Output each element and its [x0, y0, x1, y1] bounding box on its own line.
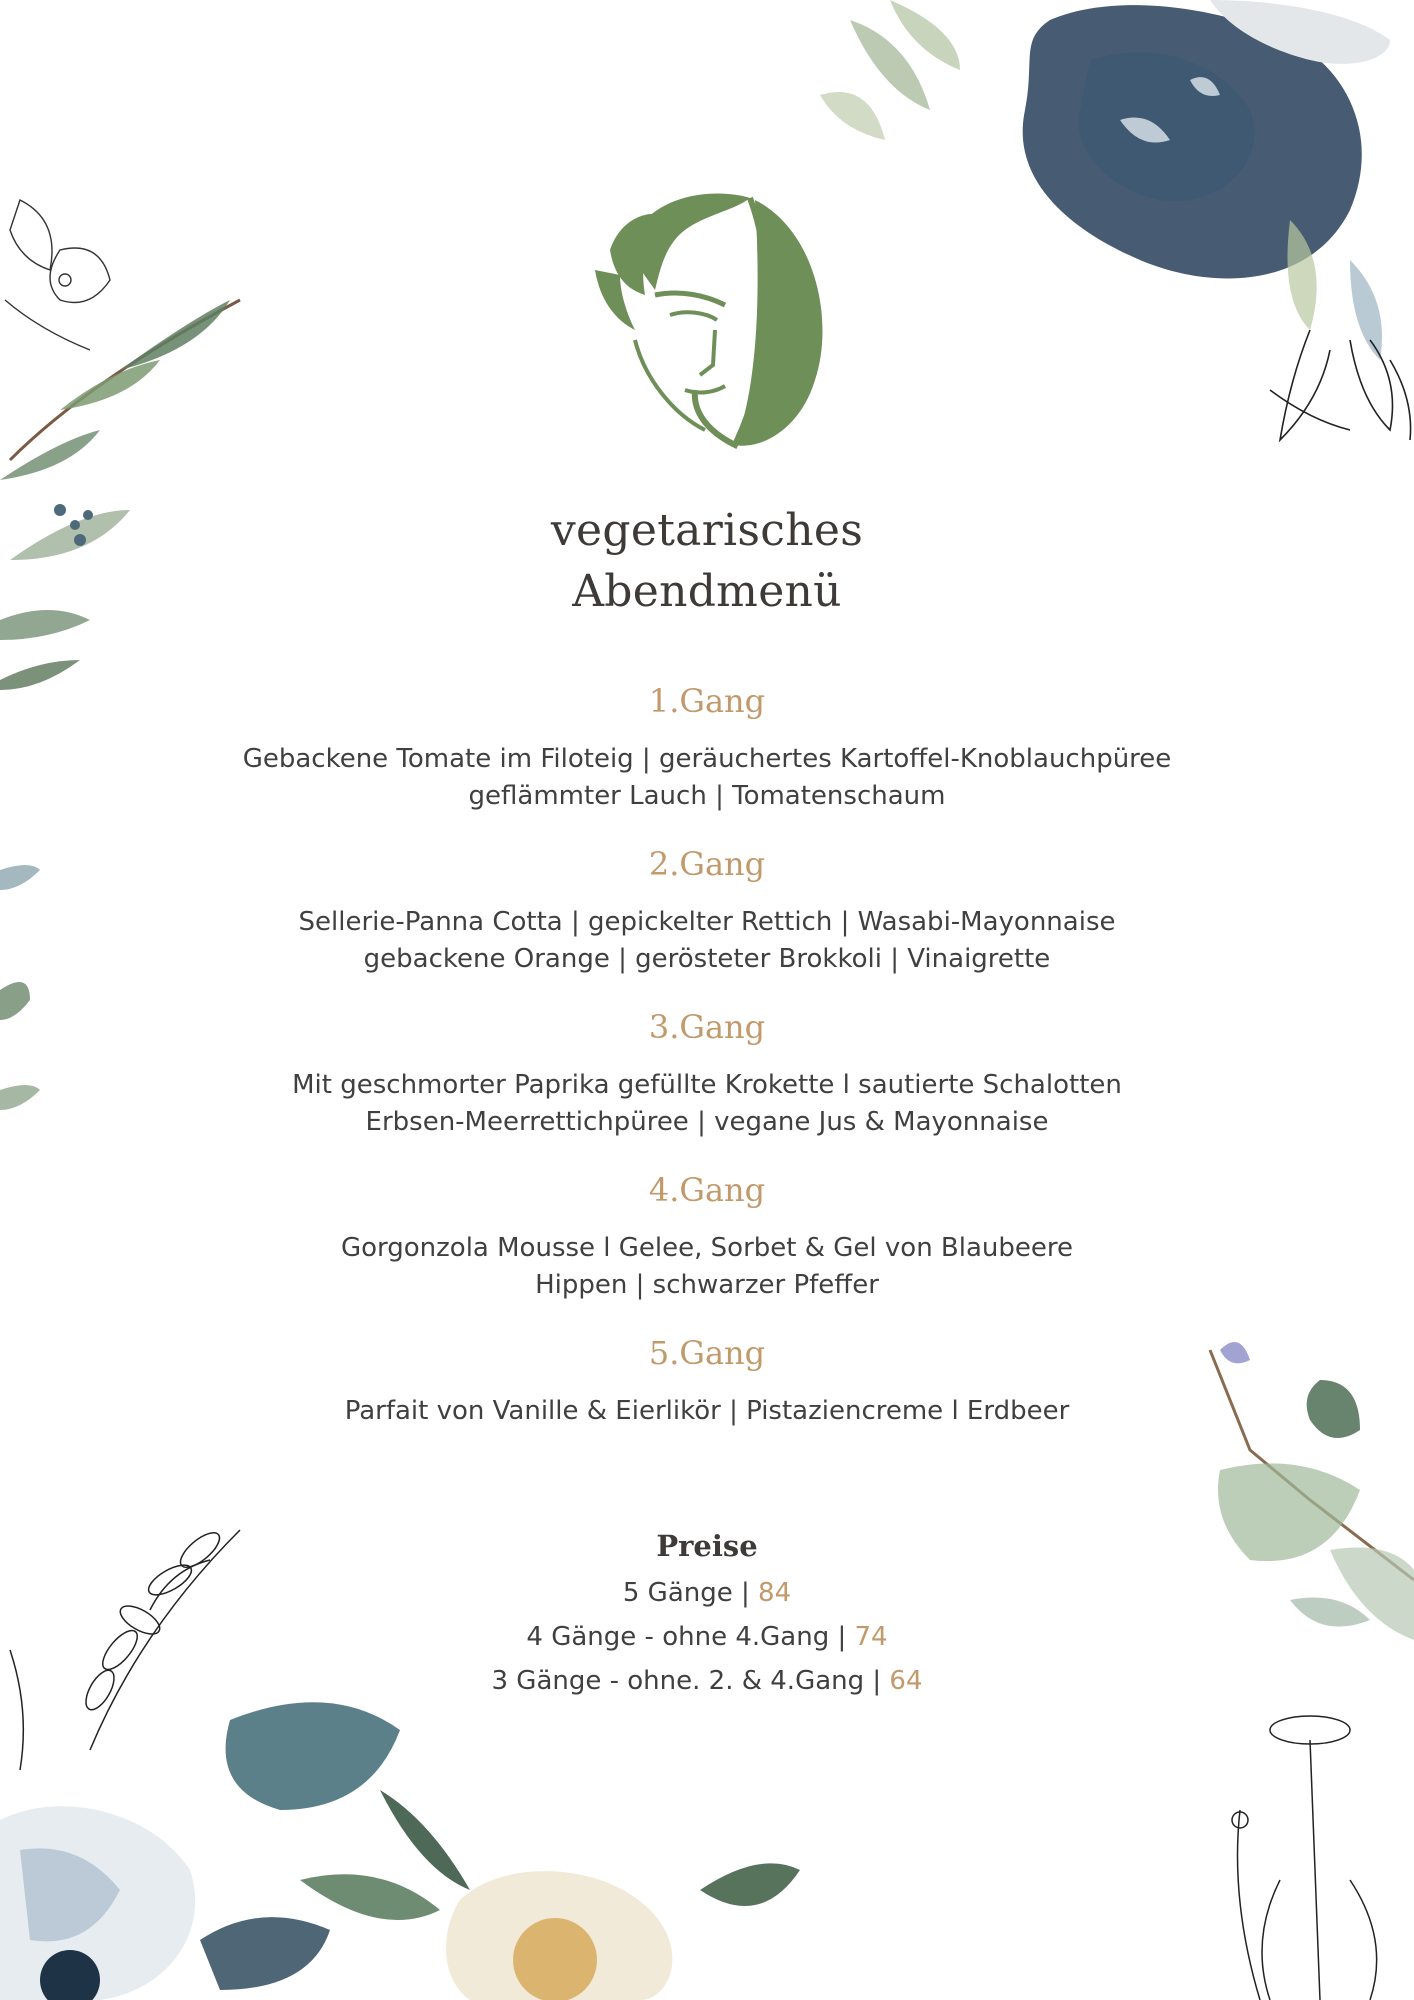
course-1: [0, 676, 1414, 839]
price-row: [0, 1659, 1414, 1703]
menu-title: [0, 500, 1414, 622]
price-label: 3 Gänge - ohne. 2. & 4.Gang |: [491, 1666, 890, 1696]
floral-top-right-decoration: [790, 0, 1414, 520]
menu-title-line-2: Abendmenü: [572, 566, 842, 617]
course-3: [0, 1002, 1414, 1165]
course-heading: 2.Gang: [648, 845, 766, 883]
course-heading: 3.Gang: [648, 1008, 766, 1046]
course-description-line: Erbsen-Meerrettichpüree | vegane Jus & Mayonnaise: [365, 1107, 1049, 1137]
course-description-line: Parfait von Vanille & Eierlikör | Pistaziencreme l Erdbeer: [344, 1396, 1070, 1426]
menu-title-line-1: vegetarisches: [550, 505, 864, 556]
floral-top-left-decoration: [0, 180, 250, 700]
course-description-line: Sellerie-Panna Cotta | gepickelter Rettich | Wasabi-Mayonnaise: [298, 907, 1116, 937]
course-heading: 5.Gang: [648, 1334, 766, 1372]
course-5: [0, 1328, 1414, 1491]
course-list: [0, 676, 1414, 1491]
course-description-line: Hippen | schwarzer Pfeffer: [535, 1270, 879, 1300]
course-heading: 1.Gang: [648, 682, 766, 720]
price-amount: 84: [758, 1578, 792, 1608]
course-description-line: geflämmter Lauch | Tomatenschaum: [468, 781, 946, 811]
price-label: 5 Gänge |: [622, 1578, 759, 1608]
price-amount: 64: [889, 1666, 923, 1696]
course-description-line: Mit geschmorter Paprika gefüllte Krokette l sautierte Schalotten: [292, 1070, 1122, 1100]
price-row: [0, 1571, 1414, 1615]
course-description-line: Gebackene Tomate im Filoteig | geräuchertes Kartoffel-Knoblauchpüree: [242, 744, 1172, 774]
course-description-line: gebackene Orange | gerösteter Brokkoli | Vinaigrette: [363, 944, 1051, 974]
price-amount: 74: [854, 1622, 888, 1652]
price-section: [0, 1521, 1414, 1703]
course-heading: 4.Gang: [648, 1171, 766, 1209]
course-4: [0, 1165, 1414, 1328]
prices-heading: Preise: [656, 1529, 758, 1563]
price-row: [0, 1615, 1414, 1659]
course-2: [0, 839, 1414, 1002]
price-label: 4 Gänge - ohne 4.Gang |: [526, 1622, 855, 1652]
course-description-line: Gorgonzola Mousse l Gelee, Sorbet & Gel von Blaubeere: [340, 1233, 1074, 1263]
logo-face-leaf-icon: [585, 180, 830, 450]
